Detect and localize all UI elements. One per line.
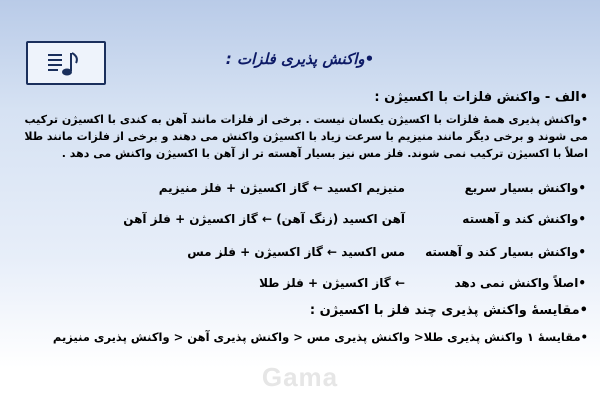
music-note-icon [48, 51, 88, 77]
reaction-label-slow: •واکنش کند و آهسته [462, 212, 586, 226]
section-a-paragraph: •واکنش پذیری همهٔ فلزات با اکسیژن یکسان نیست . برخی از فلزات مانند آهن به کندی با اکسیژن ترکیب می شوند و برخی دیگر مانند منیزیم با سرعت زیاد با اکسیژن واکنش می دهند و برخی از فلزات مانند طلا اصلاً با اکسیژن ترکیب نمی شوند. فلز مس نیز بسیار آهسته تر از آهن با اکسیژن واکنش می دهد . [24, 113, 588, 160]
reaction-equation-iron: آهن اکسید (زنگ آهن) ← گاز اکسیژن + فلز آهن [123, 212, 405, 226]
audio-button[interactable] [26, 41, 106, 85]
section-a-heading: •الف - واکنش فلزات با اکسیژن : [374, 90, 588, 105]
gama-watermark: Gama [261, 362, 339, 392]
comparison-line: •مقایسهٔ ۱ واکنش پذیری طلا< واکنش پذیری مس < واکنش پذیری آهن < واکنش پذیری منیزیم [52, 330, 588, 344]
section-compare-heading: •مقایسهٔ واکنش پذیری چند فلز با اکسیژن : [309, 303, 588, 318]
slide-title: •واکنش پذیری فلزات : [225, 50, 375, 68]
reaction-equation-magnesium: منیزیم اکسید ← گاز اکسیژن + فلز منیزیم [158, 181, 405, 195]
reaction-label-fast: •واکنش بسیار سریع [464, 181, 586, 195]
reaction-equation-gold: ← گاز اکسیژن + فلز طلا [259, 276, 405, 290]
reaction-equation-copper: مس اکسید ← گاز اکسیژن + فلز مس [187, 245, 405, 259]
reaction-label-none: •اصلاً واکنش نمی دهد [454, 276, 586, 290]
reaction-label-very-slow: •واکنش بسیار کند و آهسته [425, 245, 586, 259]
